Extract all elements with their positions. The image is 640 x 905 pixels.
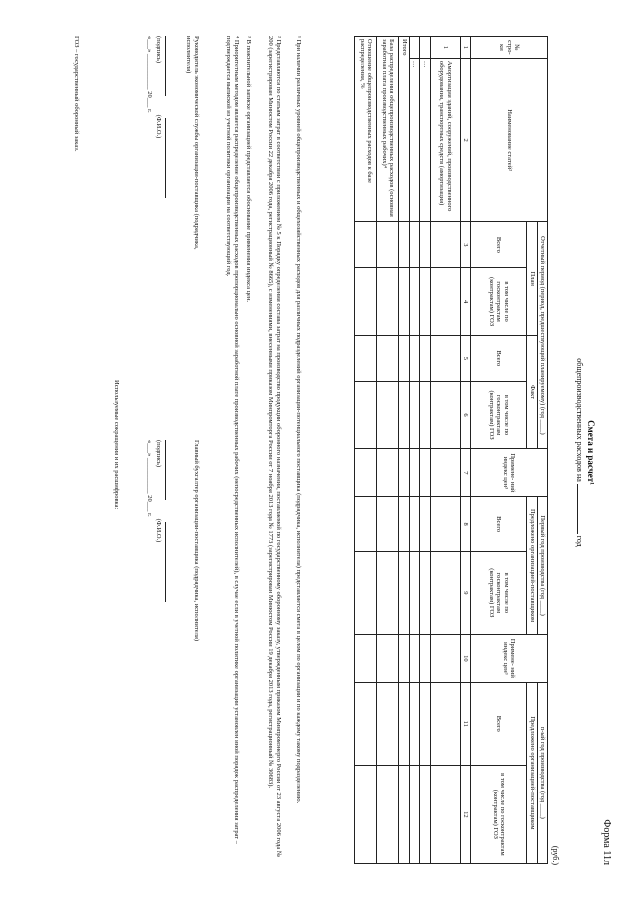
header-nth-year: n-ый год производства (год ____)	[537, 682, 547, 863]
header-plan: План	[527, 222, 537, 335]
table-row-base	[377, 37, 399, 864]
right-signature-title: Главный бухгалтер организации-поставщика (подрядчика, исполнителя)	[193, 440, 200, 642]
table-header-row-1	[537, 37, 547, 864]
signature-caption: (подпись)	[154, 36, 162, 63]
header-num: № стро- ки	[471, 37, 548, 59]
header-plan-goz: в том числе по госконтрактам (контрактам) ГОЗ	[471, 268, 527, 336]
header-nth-goz: в том числе по госконтрактам (контрактам) ГОЗ	[471, 765, 527, 863]
date-line: «___» ___________ 20___ г.	[146, 440, 154, 517]
col-num: 3	[460, 222, 470, 268]
header-proposed-1: Предложено организацией-поставщиком	[527, 497, 537, 634]
subtitle-text-a: общепроизводственных расходов на	[575, 358, 584, 482]
table-row-total	[399, 37, 409, 864]
col-num: 7	[460, 449, 470, 497]
header-first-year: Первый год производства (год ____)	[537, 497, 547, 634]
header-index-1: Примене- ний индекс цен³	[471, 449, 548, 497]
abbrev-title: Используемые сокращения и их расшифровка:	[113, 380, 120, 510]
abbrev-goz: ГОЗ – государственный оборонный заказ.	[73, 36, 80, 152]
footnote-2: ² Представляются по статьям затрат в соответствии с приложением № 5 к Порядку определения состава затрат на производство продукции оборонного назначения, поставляемой по государственному оборонному заказу, утвержденным приказом Минпромэнерго России от 23 августа 2006 года № 200 (зарегистрирован Минюстом России 22 декабря 2006 года, регистрационный № 8665), с изменениями, внесенными приказом Минпромторга России от 7 ноября 2013 года № 1773 (зарегистрирован Минюстом России 19 декабря 2013 года, регистрационный № 30683).	[266, 36, 282, 858]
header-fact-total: Всего	[471, 335, 527, 381]
date-line: «___» ___________ 20___ г.	[146, 36, 154, 113]
year-blank	[577, 484, 578, 534]
header-first-total: Всего	[471, 497, 527, 552]
header-nth-total: Всего	[471, 682, 527, 765]
footnote-1: ¹ При наличии различных уровней общепроизводственных и общехозяйственных расходов для различных подразделений организации-потенциального поставщика (подрядчика, исполнителя) представляется смета в целом по организации и по каждому такому подразделению.	[295, 36, 302, 804]
col-num: 5	[460, 335, 470, 381]
form-number: Форма 11л	[601, 819, 612, 865]
page-title: Смета и расчет¹	[586, 420, 596, 485]
col-num: 4	[460, 268, 470, 336]
row-label: Итого	[399, 37, 409, 222]
header-first-goz: в том числе по госконтрактам (контрактам) ГОЗ	[471, 551, 527, 634]
footnote-3: ³ В пояснительной записке организацией представляется обоснование применения индекса цен.	[245, 36, 252, 303]
header-item: Наименование статей²	[471, 58, 548, 222]
col-num: 8	[460, 497, 470, 552]
row-label: Амортизация зданий, сооружений, производственного оборудования, транспортных средств (амортизация)	[430, 58, 460, 222]
unit-label: (руб.)	[551, 845, 560, 865]
right-signature-block	[145, 440, 170, 690]
row-label: …	[420, 58, 430, 222]
fio-caption: (Ф.И.О.)	[154, 518, 162, 543]
col-num: 11	[460, 682, 470, 765]
col-num: 12	[460, 765, 470, 863]
fio-caption: (Ф.И.О.)	[154, 114, 162, 139]
col-num: 10	[460, 634, 470, 682]
subtitle-text-b: год	[575, 535, 584, 547]
estimate-table	[354, 36, 548, 864]
page-subtitle	[575, 0, 584, 905]
column-number-row	[460, 37, 470, 864]
left-signature-block	[145, 36, 170, 286]
row-label: Отношение общепроизводственных расходов к базе распределения, %	[355, 37, 377, 222]
header-fact-goz: в том числе по госконтрактам (контрактам) ГОЗ	[471, 381, 527, 449]
header-fact: Факт	[527, 335, 537, 448]
col-num: 6	[460, 381, 470, 449]
signature-caption: (подпись)	[154, 440, 162, 467]
table-row	[420, 37, 430, 864]
header-index-2: Примене- ний индекс цен³	[471, 634, 548, 682]
header-reporting: Отчетный период (период, предшествующий планируемому) (год ____)	[537, 222, 547, 449]
footnote-4: ⁴ Приоритетным методом является распределение общепроизводственных расходов пропорционально основной заработной плате производственных рабочих (непосредственных исполнителей), в случае если в учетной политике организации установлен иной порядок распределения затрат – подтверждается выпиской из учетной политики организации на соответствующий год.	[224, 36, 240, 845]
header-proposed-2: Предложено организацией-поставщиком	[527, 682, 537, 863]
table-row-ratio	[355, 37, 377, 864]
header-plan-total: Всего	[471, 222, 527, 268]
col-num: 2	[460, 58, 470, 222]
col-num: 1	[460, 37, 470, 59]
col-num: 9	[460, 551, 470, 634]
row-number: 1	[430, 37, 460, 59]
row-label: База распределения общепроизводственных расходов (основная заработная плата производственных рабочих)⁴	[377, 37, 399, 222]
table-row	[430, 37, 460, 864]
left-signature-title: Руководитель экономической службы организации-поставщика (подрядчика, исполнителя)	[184, 36, 200, 250]
table-row	[409, 37, 419, 864]
row-label: …	[409, 58, 419, 222]
